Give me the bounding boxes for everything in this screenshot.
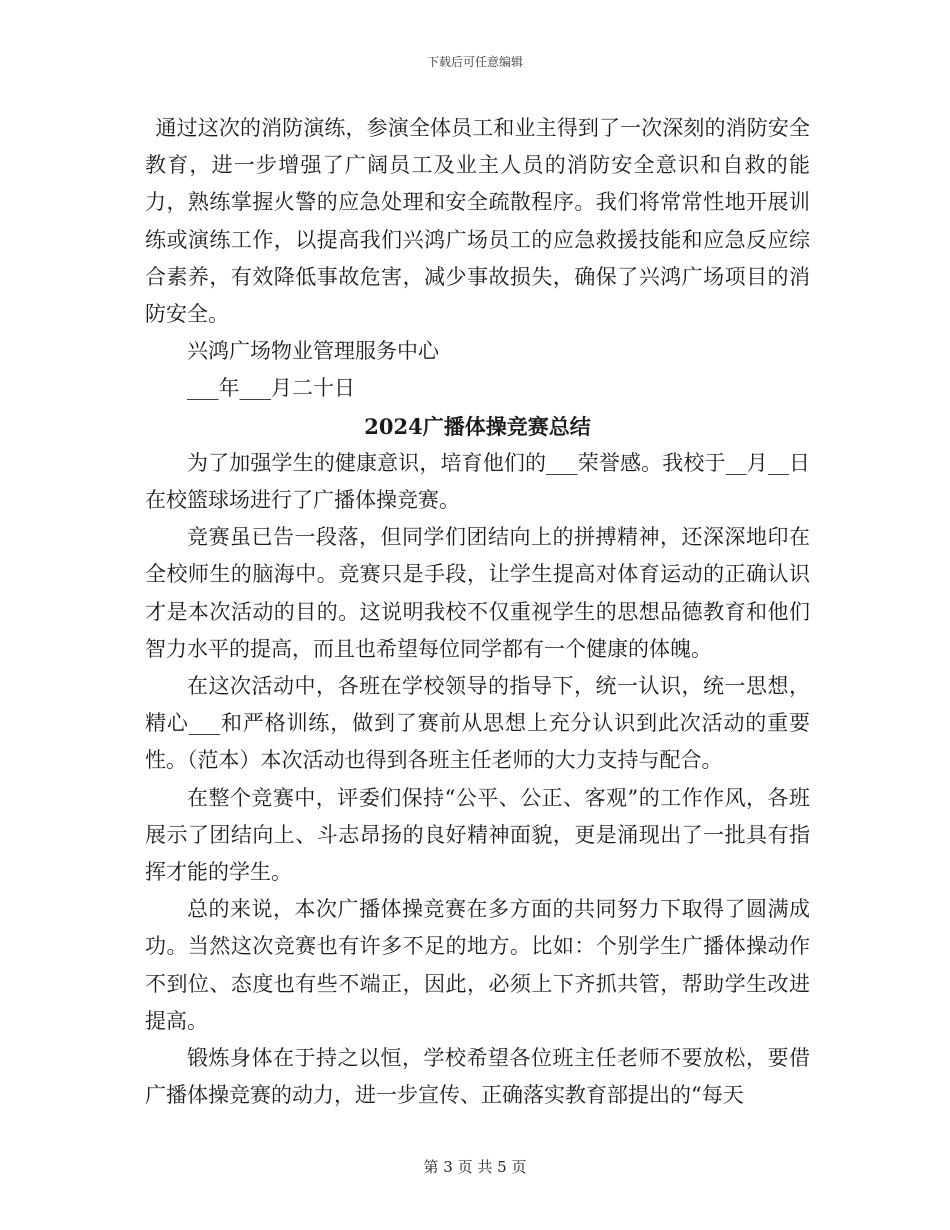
page-number: 第 3 页 共 5 页 bbox=[423, 1158, 527, 1176]
body-paragraph-1: 为了加强学生的健康意识，培育他们的___荣誉感。我校于__月__日在校篮球场进行了广播体操竞赛。 bbox=[145, 450, 810, 513]
body-paragraph-4: 在整个竞赛中，评委们保持“公平、公正、客观”的工作作风，各班展示了团结向上、斗志昂扬的良好精神面貌，更是涌现出了一批具有指挥才能的学生。 bbox=[145, 785, 810, 885]
body-paragraph-5: 总的来说，本次广播体操竞赛在多方面的共同努力下取得了圆满成功。当然这次竞赛也有许多不足的地方。比如：个别学生广播体操动作不到位、态度也有些不端正，因此，必须上下齐抓共管，帮助学生改进提高。 bbox=[145, 897, 810, 1033]
body-paragraph-2: 竞赛虽已告一段落，但同学们团结向上的拼搏精神，还深深地印在全校师生的脑海中。竞赛只是手段，让学生提高对体育运动的正确认识才是本次活动的目的。这说明我校不仅重视学生的思想品德教育和他们智力水平的提高，而且也希望每位同学都有一个健康的体魄。 bbox=[145, 525, 810, 661]
document-body bbox=[145, 110, 810, 1114]
body-paragraph-6: 锻炼身体在于持之以恒，学校希望各位班主任老师不要放松，要借广播体操竞赛的动力，进一步宣传、正确落实教育部提出的“每天 bbox=[145, 1046, 810, 1108]
body-paragraph-3: 在这次活动中，各班在学校领导的指导下，统一认识，统一思想，精心___和严格训练，做到了赛前从思想上充分认识到此次活动的重要性。（范本）本次活动也得到各班主任老师的大力支持与配合。 bbox=[145, 674, 810, 773]
signature-org: 兴鸿广场物业管理服务中心 bbox=[187, 339, 439, 364]
header-note: 下载后可任意编辑 bbox=[426, 55, 523, 69]
intro-paragraph: 通过这次的消防演练，参演全体员工和业主得到了一次深刻的消防安全教育，进一步增强了广阔员工及业主人员的消防安全意识和自救的能力，熟练掌握火警的应急处理和安全疏散程序。我们将常常性地开展训练或演练工作，以提高我们兴鸿广场员工的应急救援技能和应急反应综合素养，有效降低事故危害，减少事故损失，确保了兴鸿广场项目的消防安全。 bbox=[145, 116, 810, 327]
signature-date: ___年___月二十日 bbox=[187, 376, 355, 401]
section-title: 2024广播体操竞赛总结 bbox=[364, 413, 591, 439]
